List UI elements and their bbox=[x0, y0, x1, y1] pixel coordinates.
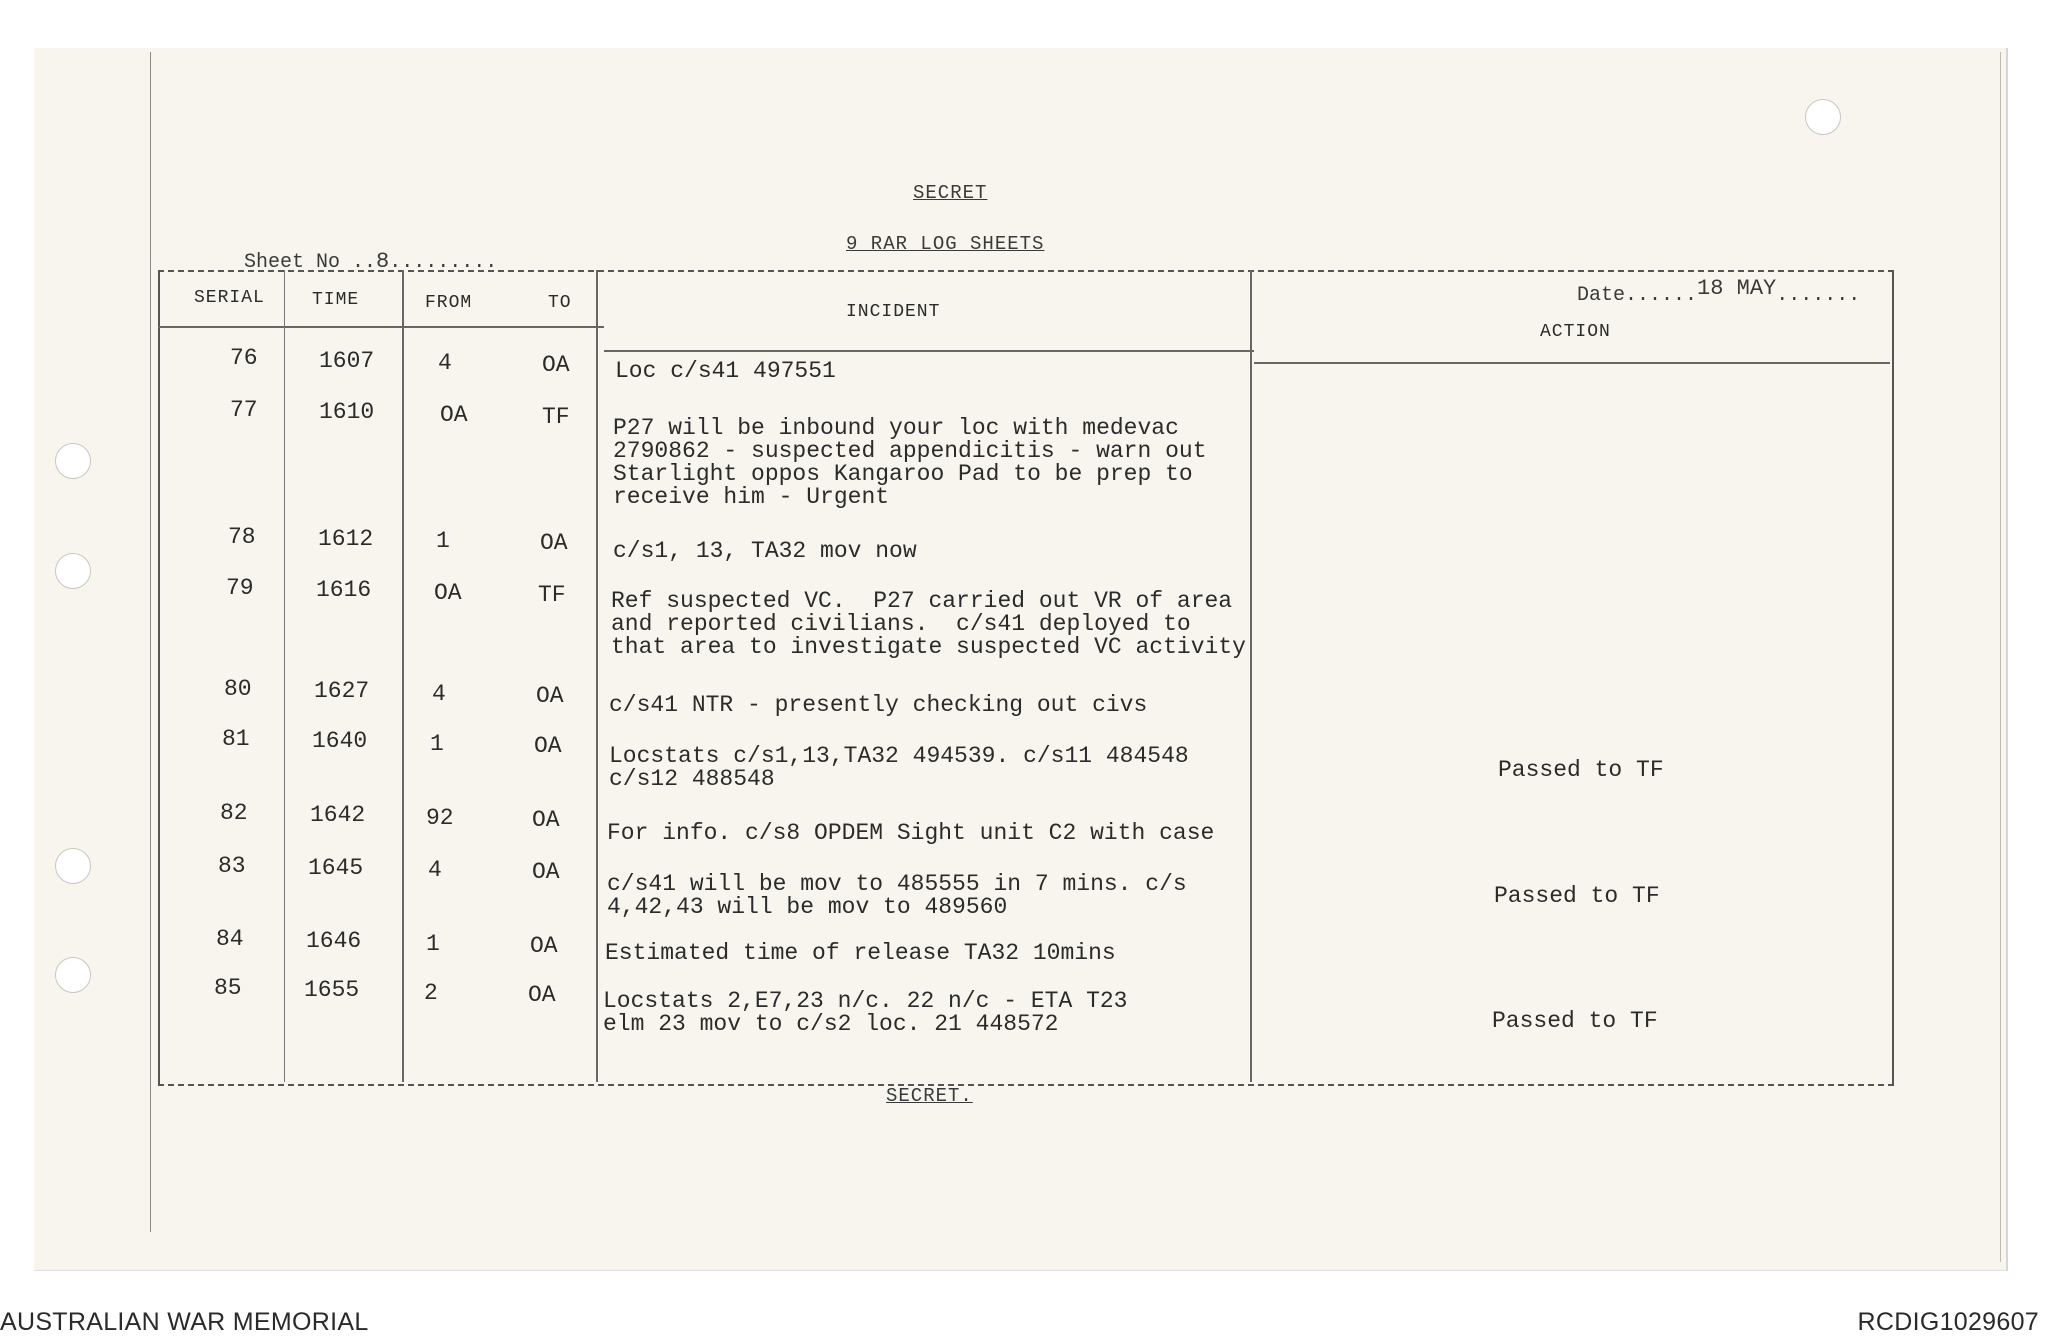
punch-hole bbox=[1805, 99, 1841, 135]
footer-record-id: RCDIG1029607 bbox=[1857, 1308, 2039, 1336]
row-time: 1646 bbox=[306, 928, 362, 954]
punch-hole bbox=[55, 443, 91, 479]
row-time: 1655 bbox=[304, 977, 360, 1003]
column-divider bbox=[284, 270, 285, 1082]
row-serial: 77 bbox=[230, 397, 258, 423]
punch-hole bbox=[55, 957, 91, 993]
row-to: OA bbox=[542, 352, 570, 378]
row-incident: P27 will be inbound your loc with medevac 2790862 - suspected appendicitis - warn out Starlight oppos Kangaroo Pad to be prep to receive him - Urgent bbox=[613, 415, 1207, 510]
row-from: 92 bbox=[426, 805, 454, 831]
column-header-action: ACTION bbox=[1540, 322, 1611, 342]
row-to: OA bbox=[534, 733, 562, 759]
row-serial: 83 bbox=[218, 853, 246, 879]
row-from: 4 bbox=[438, 350, 452, 376]
row-from: 2 bbox=[424, 980, 438, 1006]
sheet-label: Sheet No .. bbox=[244, 251, 377, 274]
row-time: 1612 bbox=[318, 526, 374, 552]
column-header-to: TO bbox=[548, 293, 572, 313]
row-to: OA bbox=[530, 933, 558, 959]
header-divider bbox=[604, 350, 1254, 352]
footer-archive-name: AUSTRALIAN WAR MEMORIAL bbox=[0, 1308, 369, 1336]
row-incident: Ref suspected VC. P27 carried out VR of area and reported civilians. c/s41 deployed to that area to investigate suspected VC activity bbox=[611, 588, 1246, 660]
column-header-time: TIME bbox=[312, 290, 360, 310]
crease-line bbox=[150, 52, 151, 1232]
date-label: Date...... bbox=[1577, 284, 1698, 307]
sheet-number: 8 bbox=[376, 249, 390, 274]
sheet-number-field bbox=[220, 226, 497, 274]
row-time: 1627 bbox=[314, 678, 370, 704]
punch-hole bbox=[55, 848, 91, 884]
column-divider bbox=[596, 270, 598, 1082]
classification-top: SECRET bbox=[913, 182, 988, 204]
row-time: 1645 bbox=[308, 855, 364, 881]
row-to: OA bbox=[532, 859, 560, 885]
row-time: 1610 bbox=[319, 399, 375, 425]
row-to: OA bbox=[532, 807, 560, 833]
row-from: 4 bbox=[432, 681, 446, 707]
column-header-from: FROM bbox=[425, 293, 473, 313]
row-to: OA bbox=[536, 683, 564, 709]
row-serial: 84 bbox=[216, 926, 244, 952]
punch-hole bbox=[55, 553, 91, 589]
row-incident: c/s1, 13, TA32 mov now bbox=[613, 538, 917, 564]
row-time: 1642 bbox=[310, 802, 366, 828]
date-dots: ....... bbox=[1776, 284, 1861, 307]
row-from: 4 bbox=[428, 857, 442, 883]
classification-bottom: SECRET. bbox=[886, 1085, 973, 1107]
row-serial: 78 bbox=[228, 524, 256, 550]
row-serial: 81 bbox=[222, 726, 250, 752]
crease-line bbox=[2000, 52, 2001, 1262]
row-incident: Locstats c/s1,13,TA32 494539. c/s11 484548 c/s12 488548 bbox=[609, 743, 1189, 792]
row-incident: c/s41 will be mov to 485555 in 7 mins. c/s 4,42,43 will be mov to 489560 bbox=[607, 871, 1187, 920]
row-action: Passed to TF bbox=[1494, 883, 1660, 909]
row-serial: 79 bbox=[226, 575, 254, 601]
row-to: TF bbox=[542, 404, 570, 430]
row-from: 1 bbox=[430, 731, 444, 757]
row-from: 1 bbox=[436, 528, 450, 554]
row-time: 1607 bbox=[319, 348, 375, 374]
row-incident: Locstats 2,E7,23 n/c. 22 n/c - ETA T23 elm 23 mov to c/s2 loc. 21 448572 bbox=[603, 988, 1128, 1037]
row-incident: For info. c/s8 OPDEM Sight unit C2 with case bbox=[607, 820, 1215, 846]
row-incident: c/s41 NTR - presently checking out civs bbox=[609, 692, 1148, 718]
row-time: 1640 bbox=[312, 728, 368, 754]
row-action: Passed to TF bbox=[1498, 757, 1664, 783]
column-divider bbox=[1250, 270, 1252, 1082]
row-serial: 85 bbox=[214, 975, 242, 1001]
row-from: 1 bbox=[426, 931, 440, 957]
date-value: 18 MAY bbox=[1697, 276, 1777, 301]
row-incident: Loc c/s41 497551 bbox=[615, 358, 836, 384]
row-serial: 76 bbox=[230, 345, 258, 371]
row-serial: 82 bbox=[220, 800, 248, 826]
row-action: Passed to TF bbox=[1492, 1008, 1658, 1034]
row-serial: 80 bbox=[224, 676, 252, 702]
document-title: 9 RAR LOG SHEETS bbox=[846, 233, 1045, 255]
column-divider bbox=[402, 270, 404, 1082]
header-divider bbox=[158, 326, 604, 328]
row-to: OA bbox=[540, 530, 568, 556]
header-divider bbox=[1254, 362, 1890, 364]
row-from: OA bbox=[434, 580, 462, 606]
row-incident: Estimated time of release TA32 10mins bbox=[605, 940, 1116, 966]
row-to: TF bbox=[538, 582, 566, 608]
row-to: OA bbox=[528, 982, 556, 1008]
row-time: 1616 bbox=[316, 577, 372, 603]
sheet-dots: ......... bbox=[389, 251, 498, 274]
column-header-serial: SERIAL bbox=[194, 288, 265, 308]
column-header-incident: INCIDENT bbox=[846, 302, 941, 322]
row-from: OA bbox=[440, 402, 468, 428]
